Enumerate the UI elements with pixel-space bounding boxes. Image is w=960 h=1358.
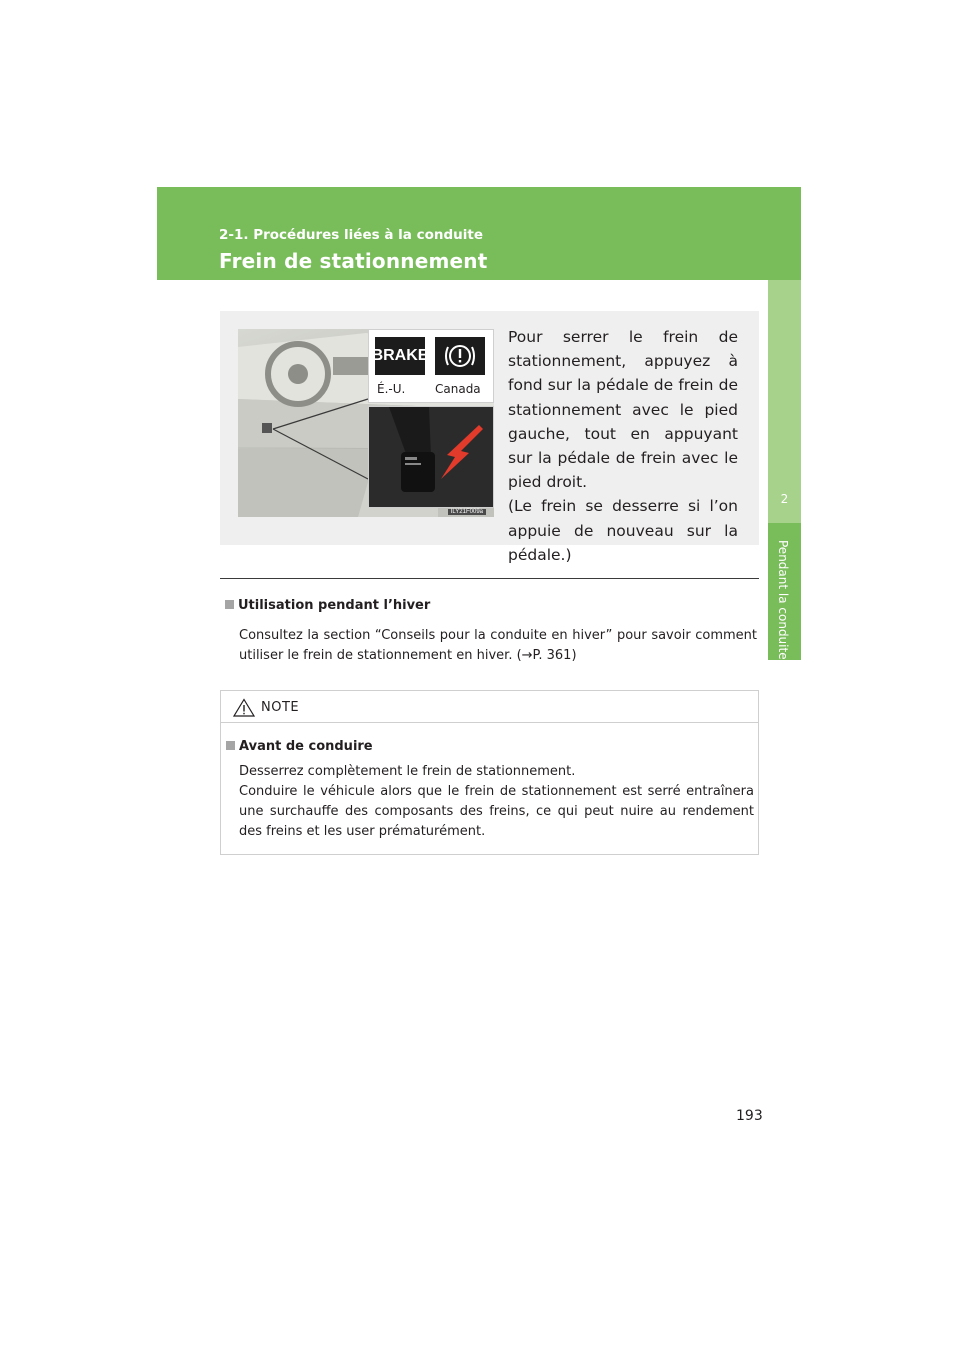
square-bullet-icon: [225, 600, 234, 609]
header-band: [157, 187, 801, 280]
notice-line-release: Desserrez complètement le frein de stationnement.: [239, 764, 576, 779]
dashboard-photo: [238, 329, 494, 517]
notice-body: [239, 762, 754, 842]
brake-lamp-canada-icon: [435, 337, 485, 375]
instruction-apply: Pour serrer le frein de stationnement, appuyez à fond sur la pédale de frein de stationnement avec le pied gauche, tout en appuyant sur la pédale de frein avec le pied droit.: [508, 328, 738, 492]
instruction-release: (Le frein se desserre si l’on appuie de nouveau sur la pédale.): [508, 497, 738, 564]
illustration-panel: [220, 311, 759, 564]
notice-box: [220, 690, 759, 855]
notice-subtitle: [226, 739, 373, 754]
chapter-tab-label-wrap: [768, 540, 801, 700]
chapter-tab-label: Pendant la conduite: [776, 540, 790, 660]
brake-warning-icon: [443, 341, 477, 371]
notice-line-overheat: Conduire le véhicule alors que le frein de stationnement est serré entraînera une surchauffe des composants des freins, ce qui peut nuire au rendement des freins et les user prématurément.: [239, 784, 754, 839]
page-title: Frein de stationnement: [219, 249, 488, 273]
winter-title-text: Utilisation pendant l’hiver: [238, 598, 431, 613]
parking-pedal-drawing: [369, 407, 493, 507]
notice-label: NOTE: [261, 700, 300, 715]
section-divider: [220, 578, 759, 579]
chapter-number: 2: [780, 492, 789, 506]
winter-body: Consultez la section “Conseils pour la conduite en hiver” pour savoir comment utiliser le frein de stationnement en hiver. (→P. 361): [239, 628, 757, 663]
winter-heading: [225, 598, 430, 613]
label-canada: Canada: [435, 382, 481, 396]
notice-header: [221, 691, 758, 723]
square-bullet-icon: [226, 741, 235, 750]
label-us: É.-U.: [377, 382, 406, 396]
brake-lamp-us: BRAKE: [375, 337, 425, 375]
page-number: 193: [736, 1108, 763, 1124]
instructions: [508, 325, 738, 567]
image-code: ILY21F009a: [448, 509, 486, 515]
warning-triangle-icon: [233, 698, 255, 717]
notice-subtitle-text: Avant de conduire: [239, 739, 373, 754]
section-label: 2-1. Procédures liées à la conduite: [219, 227, 483, 243]
pedal-closeup: [368, 406, 494, 508]
warning-lamps: [368, 329, 494, 403]
